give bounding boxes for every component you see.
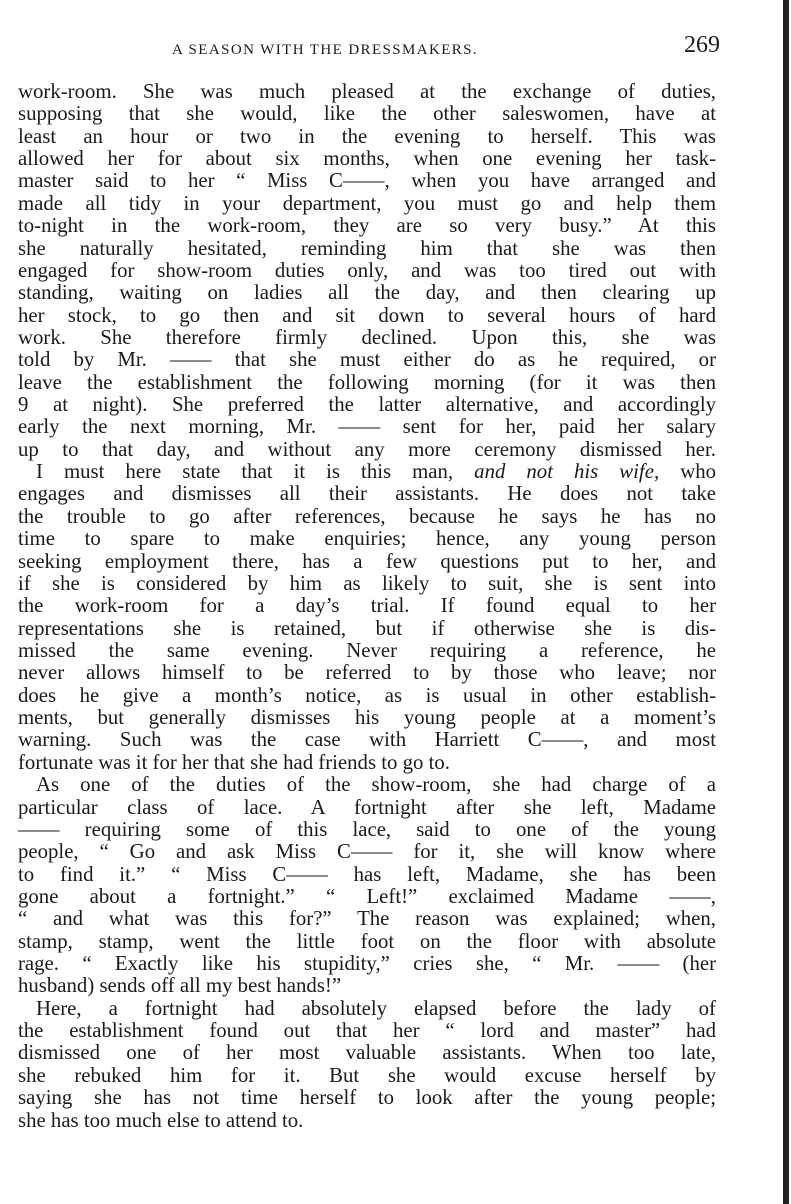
text-line: stamp, stamp, went the little foot on the floor with absolute [18, 929, 716, 953]
text-line: to find it.” “ Miss C—— has left, Madame, she has been [18, 862, 716, 886]
text-line: rage. “ Exactly like his stupidity,” cries she, “ Mr. —— (her [18, 952, 716, 976]
text-line: never allows himself to be referred to by those who leave; nor [18, 661, 716, 685]
text-line: early the next morning, Mr. —— sent for her, paid her salary [18, 415, 716, 439]
text-line: master said to her “ Miss C——, when you have arranged and [18, 169, 716, 193]
running-head [172, 30, 732, 66]
text-line: engaged for show-room duties only, and was too tired out with [18, 258, 716, 282]
text-line: she has too much else to attend to. [18, 1108, 304, 1132]
text-line: least an hour or two in the evening to herself. This was [18, 124, 716, 148]
text-line: people, “ Go and ask Miss C—— for it, she will know where [18, 840, 716, 864]
text-line: husband) sends off all my best hands!” [18, 974, 342, 998]
text-line: As one of the duties of the show-room, she had charge of a [36, 773, 716, 797]
page-edge-rule [783, 0, 789, 1204]
text-line: she naturally hesitated, reminding him that she was then [18, 236, 716, 260]
text-line: missed the same evening. Never requiring a reference, he [18, 638, 716, 662]
text-line: work-room. She was much pleased at the exchange of duties, [18, 80, 716, 103]
text-line: dismissed one of her most valuable assistants. When too late, [18, 1041, 716, 1065]
text-line: her stock, to go then and sit down to several hours of hard [18, 303, 716, 327]
running-head-title: A SEASON WITH THE DRESSMAKERS. [172, 42, 479, 58]
text-line: “ and what was this for?” The reason was explained; when, [18, 907, 716, 931]
text-line: she rebuked him for it. But she would excuse herself by [18, 1063, 716, 1087]
text-segment: I must here state that it is this man, [36, 460, 454, 484]
italic-phrase: and not his wife, [474, 460, 660, 484]
text-line: 9 at night). She preferred the latter alternative, and accordingly [18, 393, 716, 417]
text-line: told by Mr. —— that she must either do as he required, or [18, 348, 716, 372]
text-line: representations she is retained, but if otherwise she is dis- [18, 616, 716, 640]
text-line: up to that day, and without any more ceremony dismissed her. [18, 437, 716, 461]
body-text [18, 81, 716, 1132]
text-line: time to spare to make enquiries; hence, any young person [18, 527, 716, 551]
text-line: the trouble to go after references, because he says he has no [18, 504, 716, 528]
text-line-with-italic [18, 461, 716, 483]
text-line: engages and dismisses all their assistants. He does not take [18, 482, 716, 506]
text-line: allowed her for about six months, when one evening her task- [18, 147, 716, 171]
text-segment: who [680, 460, 717, 484]
text-line: warning. Such was the case with Harriett C——, and most [18, 728, 716, 752]
text-line: ments, but generally dismisses his young people at a moment’s [18, 706, 716, 730]
text-line: —— requiring some of this lace, said to one of the young [18, 817, 716, 841]
text-line: the establishment found out that her “ lord and master” had [18, 1019, 716, 1043]
page-number: 269 [684, 32, 720, 58]
text-line: seeking employment there, has a few questions put to her, and [18, 549, 716, 573]
text-line: saying she has not time herself to look after the young people; [18, 1086, 716, 1110]
text-line: particular class of lace. A fortnight after she left, Madame [18, 795, 716, 819]
text-line: to-night in the work-room, they are so very busy.” At this [18, 214, 716, 238]
text-line: if she is considered by him as likely to suit, she is sent into [18, 571, 716, 595]
text-line: does he give a month’s notice, as is usual in other establish- [18, 683, 716, 707]
text-line: fortunate was it for her that she had friends to go to. [18, 750, 450, 774]
text-line: the work-room for a day’s trial. If found equal to her [18, 594, 716, 618]
text-line: made all tidy in your department, you must go and help them [18, 191, 716, 215]
text-line: work. She therefore firmly declined. Upon this, she was [18, 325, 716, 349]
text-line: Here, a fortnight had absolutely elapsed before the lady of [36, 996, 716, 1020]
text-line: supposing that she would, like the other saleswomen, have at [18, 102, 716, 126]
text-line: standing, waiting on ladies all the day, and then clearing up [18, 281, 716, 305]
text-line: leave the establishment the following morning (for it was then [18, 370, 716, 394]
text-line: gone about a fortnight.” “ Left!” exclaimed Madame ——, [18, 884, 716, 908]
